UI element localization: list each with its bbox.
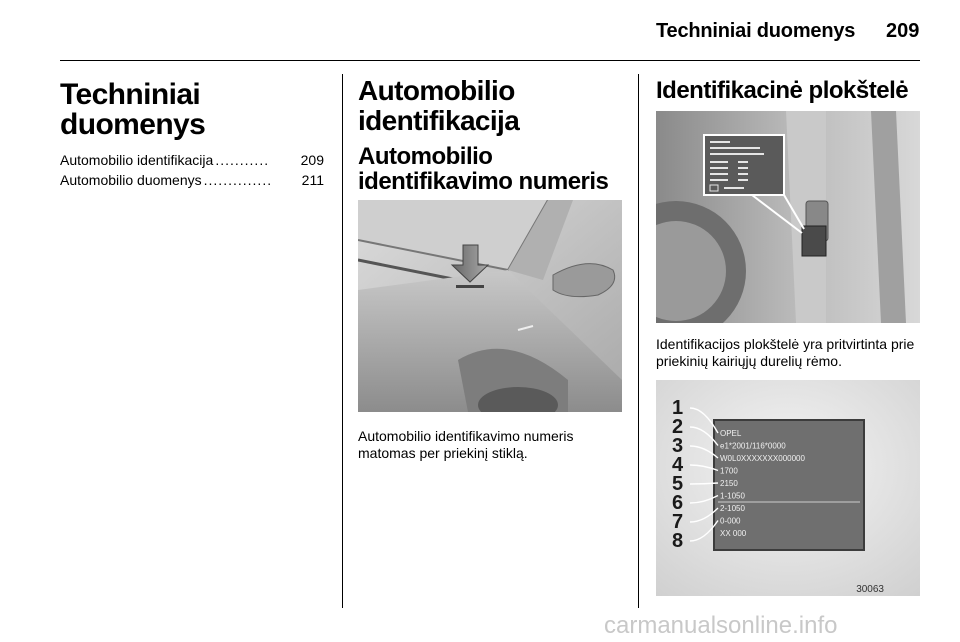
plate-text-line: W0L0XXXXXXX000000 (720, 454, 805, 463)
toc-entry[interactable] (60, 150, 324, 170)
running-header-title: Techniniai duomenys (656, 20, 856, 42)
watermark: carmanualsonline.info (604, 612, 838, 639)
toc-leader: .............. (203, 172, 273, 188)
plate-callout-number: 5 (672, 473, 684, 495)
plate-detail-figure (656, 380, 920, 596)
plate-callout-number: 2 (672, 416, 684, 438)
section-heading-plate: Identifikacinė plokštelė (656, 77, 909, 104)
column-divider-left (342, 74, 343, 608)
windshield-vin-figure (358, 200, 622, 412)
toc-entry[interactable] (60, 170, 324, 190)
vin-caption: Automobilio identifikavimo numeris matomas per priekinį stiklą. (358, 428, 574, 461)
toc-leader: ........... (215, 152, 270, 168)
plate-text-line: 0-000 (720, 516, 741, 526)
plate-text-line: e1*2001/116*0000 (720, 441, 786, 451)
plate-text-line: OPEL (720, 429, 742, 438)
toc-entry-page: 211 (301, 172, 324, 188)
plate-callout-number: 6 (672, 492, 684, 514)
plate-callout-number: 7 (672, 511, 684, 533)
plate-text-line: XX 000 (720, 529, 747, 538)
plate-callout-number: 4 (672, 454, 684, 476)
plate-text-line: 1700 (720, 466, 738, 476)
subsection-heading: Automobilio identifikavimo numeris (358, 143, 609, 195)
column-divider-right (638, 74, 639, 608)
header-rule (60, 60, 920, 61)
plate-callout-number: 3 (672, 435, 684, 457)
toc-entry-label: Automobilio identifikacija (60, 152, 214, 168)
plate-callout-number: 1 (672, 397, 684, 419)
chapter-heading: Techniniai duomenys (60, 78, 206, 141)
toc-entry-page: 209 (300, 152, 324, 168)
section-heading: Automobilio identifikacija (358, 75, 520, 136)
table-of-contents (60, 150, 324, 190)
plate-text-line: 1-1050 (720, 491, 745, 501)
door-frame-plate-figure (656, 111, 920, 323)
plate-caption: Identifikacijos plokštelė yra pritvirtinta prie priekinių kairiųjų durelių rėmo. (656, 336, 915, 369)
page-number: 209 (886, 20, 920, 42)
figure-number: 30063 (856, 584, 884, 595)
toc-entry-label: Automobilio duomenys (60, 172, 202, 188)
plate-text-line: 2-1050 (720, 504, 745, 513)
plate-callout-number: 8 (672, 530, 684, 552)
plate-text-line: 2150 (720, 479, 738, 488)
